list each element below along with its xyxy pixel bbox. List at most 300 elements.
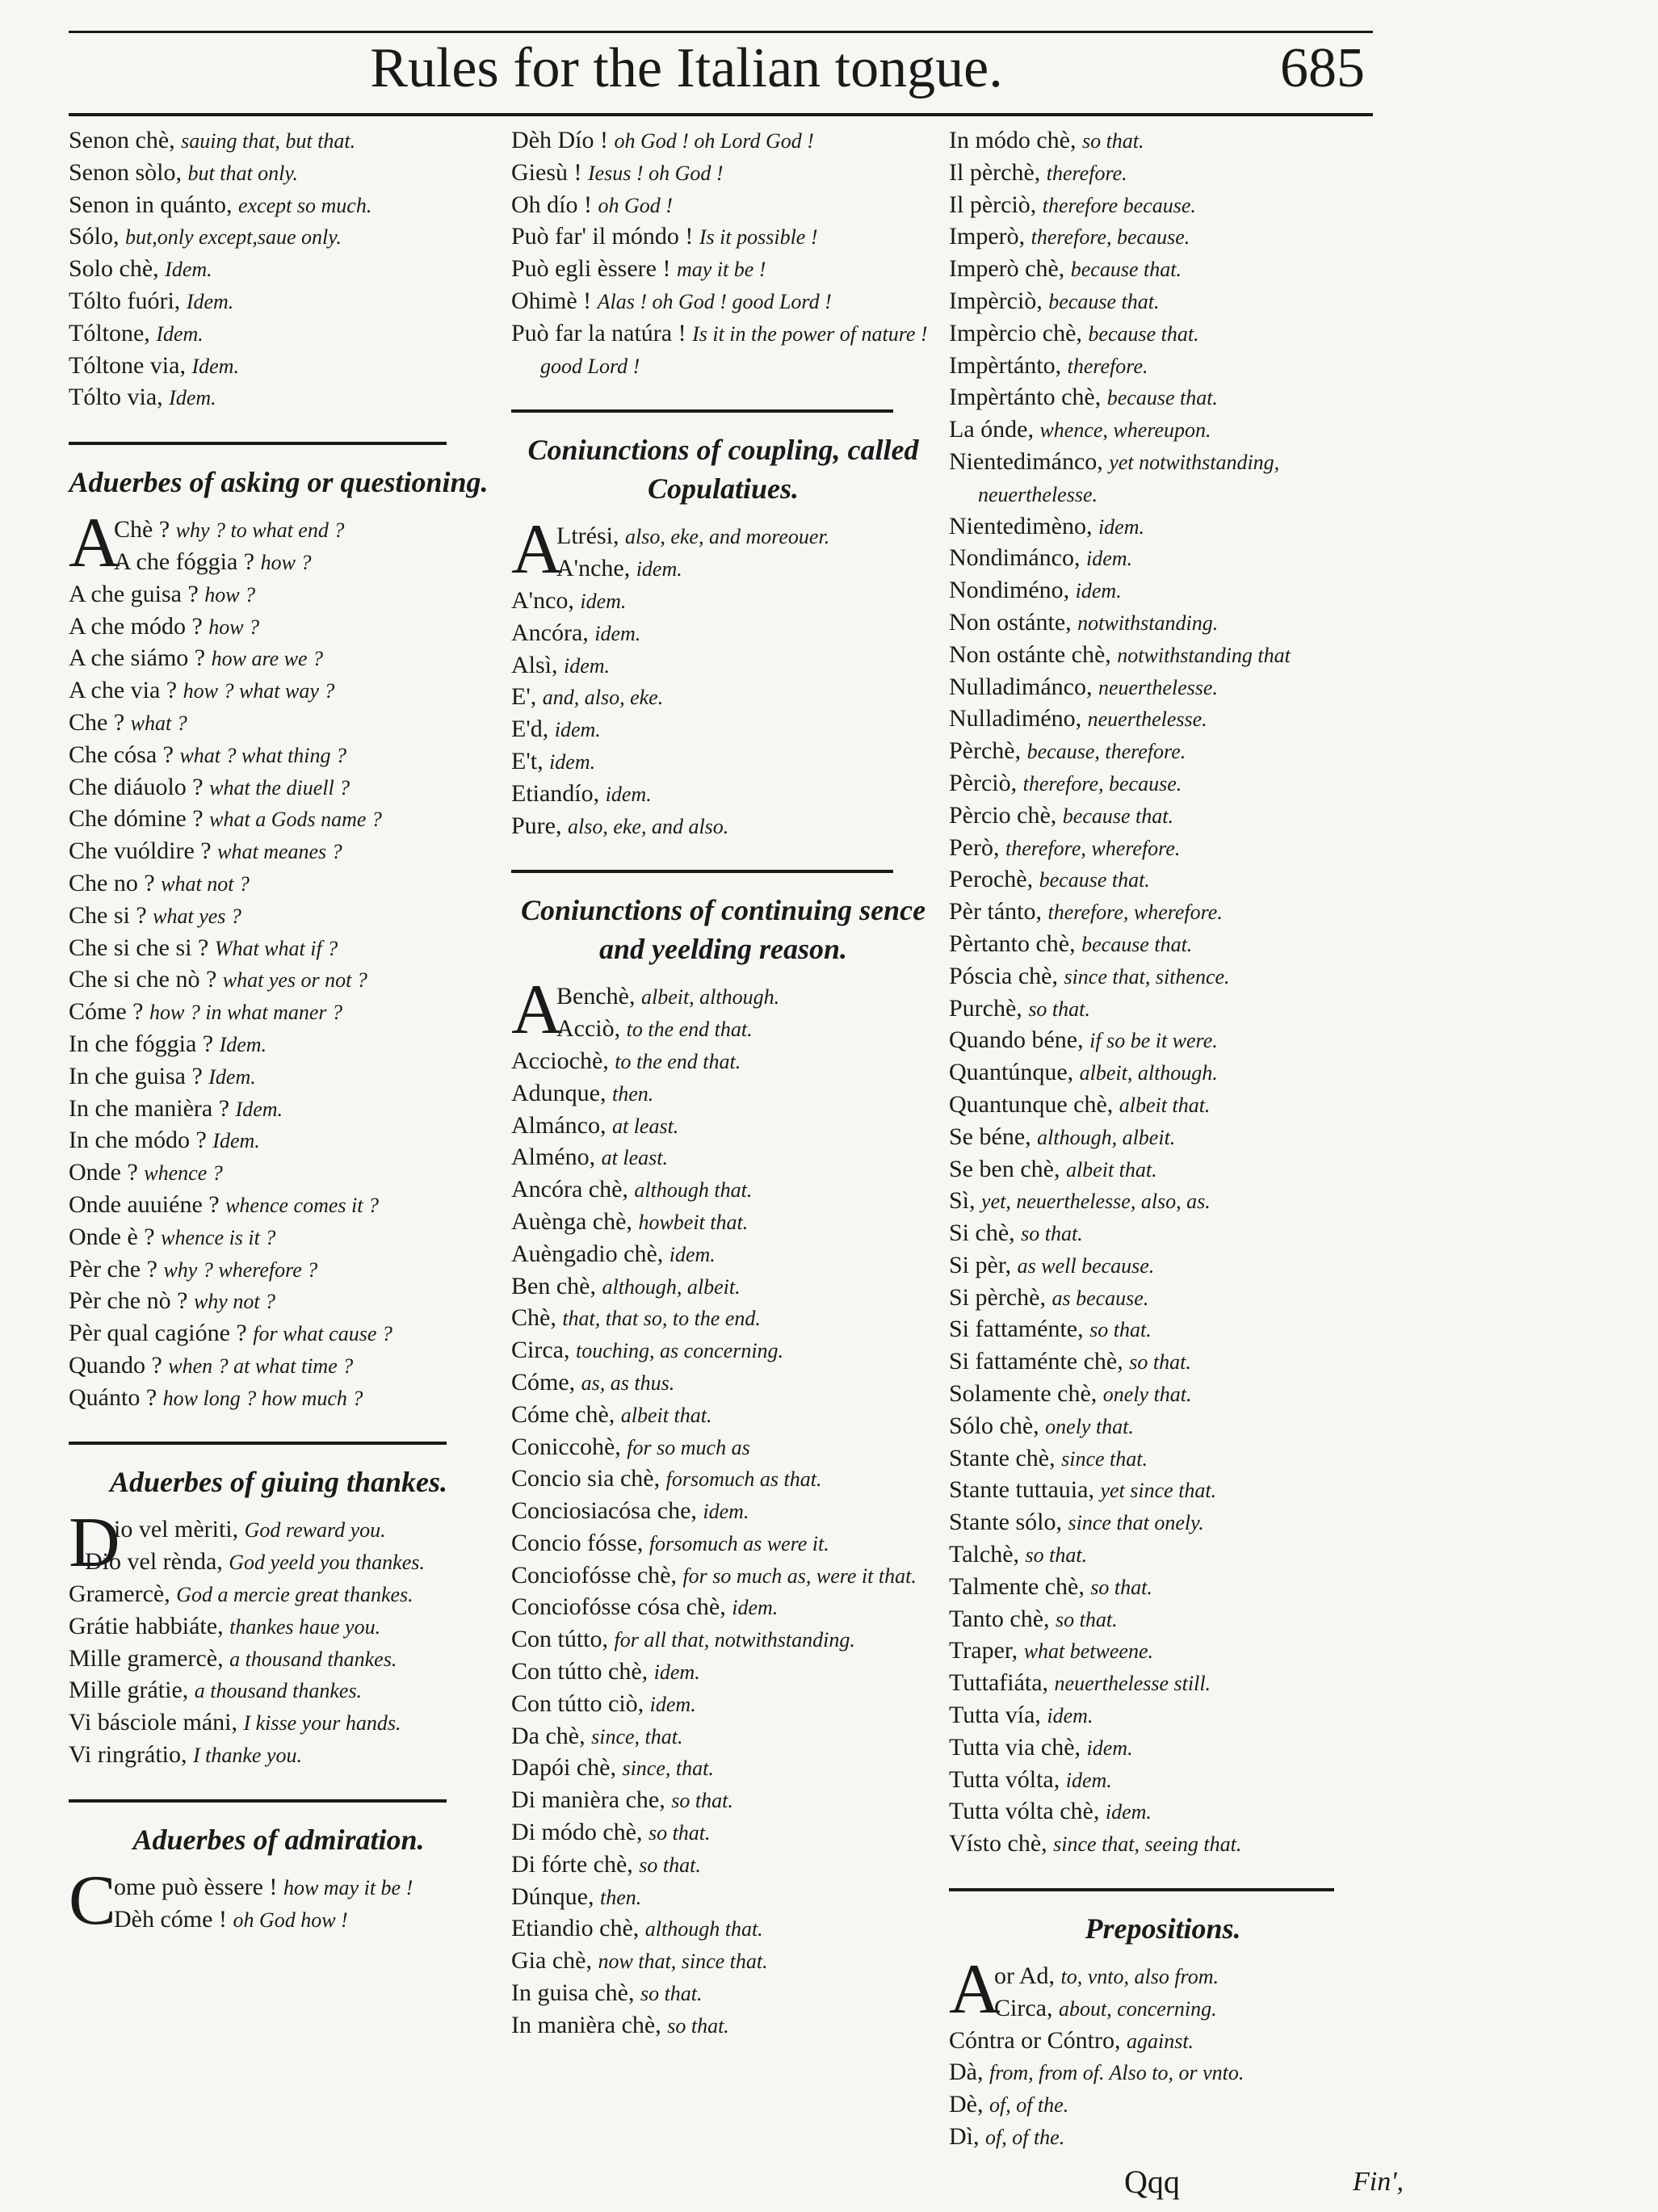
- entry-headword: Non ostánte,: [949, 608, 1072, 636]
- entry-headword: Con tútto chè,: [511, 1658, 649, 1685]
- entry-headword: In manièra chè,: [511, 2011, 661, 2038]
- dictionary-entry: [949, 864, 1377, 896]
- dictionary-entry: [949, 833, 1377, 865]
- entry-headword: Grátie habbiáte,: [69, 1612, 224, 1639]
- dictionary-entry: [69, 1157, 489, 1190]
- entry-headword: ome può èssere !: [114, 1873, 278, 1900]
- entry-translation: yet since that.: [1100, 1479, 1217, 1503]
- entry-translation: neuerthelesse.: [1087, 707, 1207, 732]
- entry-translation: but that only.: [187, 161, 299, 185]
- dictionary-entry: [69, 190, 489, 222]
- entry-translation: since that.: [1061, 1446, 1148, 1471]
- dictionary-entry: [949, 1025, 1377, 1057]
- entry-headword: In che manièra ?: [69, 1094, 230, 1122]
- dictionary-entry: [69, 1547, 489, 1579]
- dictionary-entry: [949, 543, 1377, 575]
- entry-headword: Tutta vía,: [949, 1702, 1041, 1729]
- dictionary-entry: [69, 254, 489, 286]
- dictionary-entry: [949, 672, 1377, 704]
- entry-translation: since, that.: [622, 1757, 714, 1781]
- dictionary-entry: [511, 779, 935, 811]
- entry-translation: how are we ?: [211, 647, 324, 671]
- entry-headword: In che fóggia ?: [69, 1030, 214, 1057]
- dictionary-entry: [511, 618, 935, 650]
- dictionary-entry: [949, 382, 1377, 414]
- entry-headword: Che diáuolo ?: [69, 773, 204, 800]
- entry-translation: because that.: [1062, 804, 1173, 828]
- entry-translation: so that.: [640, 1982, 703, 2006]
- entry-translation: Idem.: [165, 258, 212, 282]
- dictionary-entry: [949, 993, 1377, 1026]
- dictionary-entry: [949, 254, 1377, 286]
- entry-headword: Nientedimánco,: [949, 447, 1103, 475]
- dictionary-entry: [511, 2010, 935, 2042]
- catchword: Fin',: [1353, 2167, 1404, 2197]
- entry-headword: Cóme,: [511, 1368, 576, 1396]
- dictionary-entry: [69, 964, 489, 997]
- dictionary-entry: [69, 1643, 489, 1676]
- entry-translation: at least.: [601, 1146, 668, 1170]
- entry-headword: A che siámo ?: [69, 644, 206, 672]
- section-divider: [69, 442, 447, 445]
- dictionary-entry: [511, 1110, 935, 1143]
- entry-translation: Idem.: [156, 321, 204, 346]
- entry-translation: Idem.: [186, 289, 234, 313]
- dictionary-entry: [949, 1154, 1377, 1186]
- dictionary-entry: [949, 640, 1377, 672]
- entry-headword: Di manièra che,: [511, 1786, 665, 1814]
- entry-headword: Pure,: [511, 812, 562, 839]
- entry-translation: then.: [599, 1885, 642, 1909]
- dictionary-entry: [511, 1528, 935, 1560]
- entry-translation: although that.: [644, 1917, 763, 1941]
- section-heading: Aduerbes of giuing thankes.: [109, 1466, 448, 1499]
- entry-translation: therefore.: [1067, 354, 1148, 378]
- entry-translation: from, from of. Also to, or vnto.: [989, 2061, 1245, 2085]
- entry-headword: Vi ringrátio,: [69, 1741, 187, 1769]
- entry-headword: Pèrcio chè,: [949, 801, 1057, 829]
- entry-headword: Onde ?: [69, 1159, 138, 1186]
- dictionary-entry: [69, 1061, 489, 1093]
- entry-translation: howbeit that.: [638, 1210, 749, 1234]
- dictionary-entry: [949, 414, 1377, 447]
- entry-translation: touching, as concerning.: [575, 1339, 784, 1363]
- dictionary-entry: [949, 1732, 1377, 1765]
- entry-translation: albeit that.: [620, 1403, 712, 1427]
- entry-translation: albeit that.: [1065, 1157, 1157, 1182]
- dictionary-entry: [949, 350, 1377, 383]
- entry-headword: Impèrtánto,: [949, 351, 1062, 379]
- entry-headword: In módo chè,: [949, 127, 1077, 153]
- entry-translation: idem.: [653, 1660, 700, 1685]
- entry-headword: Acciò,: [556, 1015, 621, 1043]
- entry-translation: because, therefore.: [1026, 740, 1186, 764]
- entry-headword: Mille gramercè,: [69, 1644, 224, 1672]
- entry-translation: so that.: [1025, 1543, 1088, 1568]
- entry-headword: Etiandío,: [511, 779, 600, 807]
- entry-translation: God a mercie great thankes.: [176, 1583, 413, 1607]
- dictionary-entry: [69, 1383, 489, 1415]
- entry-headword: E',: [511, 683, 537, 711]
- dictionary-entry: [69, 1904, 489, 1937]
- page-number: 685: [1280, 37, 1365, 99]
- entry-translation: to the end that.: [615, 1049, 741, 1073]
- dictionary-entry: [511, 1496, 935, 1528]
- entry-translation: idem.: [1105, 1800, 1152, 1824]
- dictionary-entry: [511, 1560, 935, 1593]
- entry-headword: Alméno,: [511, 1144, 596, 1171]
- entry-headword: Ben chè,: [511, 1272, 596, 1299]
- dictionary-entry: [511, 1849, 935, 1882]
- entry-translation: Is it in the power of nature ! good Lord !: [540, 321, 928, 378]
- entry-translation: because that.: [1081, 932, 1193, 956]
- entry-headword: Tutta vólta,: [949, 1765, 1060, 1793]
- entry-headword: Se béne,: [949, 1123, 1031, 1150]
- entry-headword: Giesù !: [511, 158, 582, 186]
- entry-headword: Con tútto ciò,: [511, 1689, 644, 1717]
- dictionary-entry: [511, 1207, 935, 1239]
- dictionary-entry: [511, 1046, 935, 1078]
- entry-translation: notwithstanding.: [1077, 611, 1219, 635]
- entry-translation: for so much as: [627, 1435, 750, 1459]
- entry-headword: Da chè,: [511, 1722, 586, 1749]
- entry-headword: E't,: [511, 747, 544, 774]
- entry-headword: Adunque,: [511, 1079, 607, 1106]
- entry-translation: so that.: [639, 1853, 701, 1877]
- entry-translation: if so be it were.: [1089, 1029, 1218, 1053]
- entry-translation: for so much as, were it that.: [682, 1564, 917, 1588]
- entry-translation: idem.: [1075, 579, 1122, 603]
- entry-headword: Auènga chè,: [511, 1207, 632, 1235]
- entry-headword: Quantunque chè,: [949, 1090, 1114, 1118]
- entry-headword: Tóltone,: [69, 319, 150, 346]
- entry-headword: Nulladiméno,: [949, 705, 1082, 732]
- dictionary-entry: [511, 650, 935, 682]
- dictionary-entry: [69, 1740, 489, 1772]
- entry-translation: onely that.: [1045, 1414, 1134, 1438]
- entry-translation: notwithstanding that: [1117, 643, 1291, 667]
- entry-headword: Vi básciole máni,: [69, 1709, 237, 1736]
- entry-translation: why ? wherefore ?: [163, 1257, 318, 1282]
- entry-headword: Il pèrciò,: [949, 191, 1037, 218]
- dictionary-entry: [511, 1945, 935, 1978]
- entry-headword: Di módo chè,: [511, 1819, 643, 1846]
- entry-headword: Pèr tánto,: [949, 898, 1042, 926]
- entry-translation: so that.: [1028, 997, 1090, 1021]
- entry-translation: therefore, wherefore.: [1005, 836, 1181, 860]
- dictionary-entry: [949, 1218, 1377, 1250]
- entry-translation: I kisse your hands.: [243, 1711, 401, 1736]
- running-title: Rules for the Italian tongue.: [370, 37, 1003, 99]
- dictionary-entry: [69, 740, 489, 772]
- entry-headword: Póscia chè,: [949, 962, 1058, 989]
- entry-translation: thankes haue you.: [229, 1614, 381, 1639]
- entry-translation: although that.: [634, 1178, 753, 1203]
- entry-translation: what meanes ?: [217, 840, 342, 864]
- entry-translation: Iesus ! oh God !: [587, 161, 724, 185]
- dictionary-entry: [949, 1411, 1377, 1443]
- entry-headword: E'd,: [511, 716, 549, 743]
- dictionary-entry: [949, 2089, 1377, 2122]
- entry-headword: Impèrtánto chè,: [949, 384, 1102, 411]
- drop-capital: C: [69, 1861, 116, 1940]
- dictionary-entry: [949, 575, 1377, 607]
- dictionary-entry: [69, 900, 489, 933]
- dictionary-entry: [69, 611, 489, 644]
- entry-headword: Se ben chè,: [949, 1155, 1060, 1182]
- section-divider: [69, 1799, 447, 1803]
- entry-headword: A che módo ?: [69, 612, 203, 640]
- entry-headword: Gia chè,: [511, 1947, 592, 1975]
- dictionary-entry: [949, 125, 1377, 157]
- dictionary-entry: [69, 350, 489, 383]
- entry-headword: Quando ?: [69, 1351, 162, 1379]
- entry-translation: God yeeld you thankes.: [229, 1551, 425, 1575]
- entry-headword: Mille grátie,: [69, 1677, 189, 1704]
- dictionary-entry: [949, 318, 1377, 350]
- entry-translation: therefore, wherefore.: [1047, 900, 1223, 925]
- entry-translation: idem.: [605, 782, 652, 806]
- dictionary-entry: [511, 1592, 935, 1624]
- dictionary-entry: [949, 736, 1377, 768]
- entry-headword: In che guisa ?: [69, 1062, 203, 1089]
- dictionary-entry: [511, 1752, 935, 1785]
- entry-headword: Pèrchè,: [949, 737, 1022, 765]
- dictionary-entry: [69, 1286, 489, 1318]
- dictionary-entry: [949, 2025, 1377, 2058]
- dictionary-entry: [511, 811, 935, 843]
- entry-translation: when ? at what time ?: [168, 1354, 354, 1378]
- dictionary-entry: [511, 286, 935, 318]
- entry-headword: Senon in quánto,: [69, 191, 233, 218]
- dictionary-entry: [949, 447, 1377, 511]
- entry-translation: to the end that.: [626, 1018, 753, 1042]
- entry-translation: why not ?: [193, 1290, 276, 1314]
- entry-headword: In che módo ?: [69, 1127, 207, 1154]
- entry-headword: Pèr che nò ?: [69, 1287, 188, 1315]
- dictionary-entry: [69, 1350, 489, 1383]
- entry-translation: about, concerning.: [1058, 1996, 1217, 2021]
- entry-headword: Dèh cóme !: [114, 1905, 227, 1933]
- dictionary-entry: [949, 1993, 1377, 2025]
- entry-headword: Si chè,: [949, 1219, 1015, 1247]
- entry-translation: because that.: [1039, 868, 1150, 892]
- dictionary-entry: [511, 1721, 935, 1753]
- dictionary-entry: [949, 221, 1377, 254]
- dictionary-entry: [949, 896, 1377, 929]
- entry-headword: Quantúnque,: [949, 1059, 1074, 1086]
- entry-headword: Si pèrchè,: [949, 1283, 1046, 1311]
- entry-translation: therefore because.: [1042, 193, 1196, 217]
- entry-headword: Dà,: [949, 2059, 984, 2086]
- entry-headword: Di fórte chè,: [511, 1850, 633, 1878]
- entry-headword: Chè ?: [114, 516, 170, 544]
- entry-translation: so that.: [1056, 1607, 1118, 1631]
- dictionary-entry: [949, 1507, 1377, 1539]
- entry-translation: may it be !: [676, 258, 766, 282]
- entry-headword: Circa,: [511, 1337, 570, 1364]
- entry-translation: and, also, eke.: [542, 686, 664, 710]
- dictionary-entry: [511, 1463, 935, 1496]
- entry-translation: at least.: [611, 1114, 679, 1138]
- entry-headword: Conciofósse chè,: [511, 1561, 677, 1589]
- entry-translation: Idem.: [235, 1097, 283, 1121]
- entry-translation: so that.: [1081, 129, 1144, 153]
- entry-headword: Ltrési,: [556, 523, 619, 550]
- dictionary-entry: [949, 1346, 1377, 1379]
- dictionary-entry: [949, 190, 1377, 222]
- dictionary-entry: [511, 1014, 935, 1046]
- dictionary-entry: [511, 221, 935, 254]
- entry-translation: so that.: [1021, 1222, 1083, 1246]
- entry-translation: whence is it ?: [161, 1225, 276, 1249]
- entry-headword: Solo chè,: [69, 255, 159, 283]
- entry-headword: Che no ?: [69, 869, 155, 896]
- dictionary-entry: [949, 1057, 1377, 1089]
- entry-headword: A'nco,: [511, 586, 574, 614]
- entry-translation: against.: [1126, 2029, 1194, 2053]
- entry-headword: Etiandio chè,: [511, 1915, 640, 1942]
- section-heading: Coniunctions of continuing sence and yeelding reason.: [520, 894, 926, 966]
- entry-translation: idem.: [564, 653, 611, 678]
- dictionary-entry: [69, 1611, 489, 1643]
- entry-translation: idem.: [1047, 1704, 1093, 1728]
- dictionary-entry: [949, 1250, 1377, 1282]
- entry-translation: so that.: [1129, 1350, 1191, 1375]
- entry-headword: Il pèrchè,: [949, 158, 1041, 186]
- entry-translation: what a Gods name ?: [209, 808, 382, 832]
- dictionary-entry: [949, 1604, 1377, 1636]
- section-heading: Prepositions.: [1085, 1912, 1241, 1945]
- entry-translation: how ? in what maner ?: [149, 1001, 343, 1025]
- dictionary-entry: [949, 1282, 1377, 1315]
- dictionary-entry: [69, 382, 489, 414]
- entry-translation: how ?: [208, 615, 260, 639]
- entry-translation: as because.: [1051, 1286, 1149, 1310]
- entry-translation: neuerthelesse still.: [1054, 1672, 1211, 1696]
- entry-translation: Idem.: [191, 354, 239, 378]
- entry-translation: since that, sithence.: [1064, 964, 1230, 988]
- dictionary-entry: [949, 1765, 1377, 1797]
- dictionary-entry: [949, 1539, 1377, 1572]
- dictionary-entry: [511, 1400, 935, 1432]
- entry-headword: Conciofósse cósa chè,: [511, 1593, 726, 1621]
- drop-capital: A: [69, 504, 120, 583]
- entry-headword: Sólo chè,: [949, 1412, 1039, 1439]
- dictionary-entry: [949, 1122, 1377, 1154]
- drop-capital: A: [511, 510, 563, 590]
- entry-translation: although, albeit.: [602, 1274, 741, 1299]
- entry-translation: what betweene.: [1023, 1639, 1153, 1664]
- entry-translation: idem.: [732, 1596, 779, 1620]
- entry-translation: oh God ! oh Lord God !: [614, 129, 814, 153]
- dictionary-entry: [949, 703, 1377, 736]
- entry-headword: Che vuóldire ?: [69, 837, 212, 865]
- entry-translation: yet notwithstanding, neuerthelesse.: [978, 450, 1280, 506]
- dictionary-entry: [949, 768, 1377, 800]
- dictionary-entry: [511, 1367, 935, 1400]
- dictionary-entry: [949, 607, 1377, 640]
- entry-translation: since, that.: [591, 1724, 683, 1748]
- entry-headword: Tutta vólta chè,: [949, 1798, 1100, 1825]
- dictionary-entry: [69, 933, 489, 965]
- dictionary-entry: [69, 1707, 489, 1740]
- entry-headword: Ohimè !: [511, 287, 592, 314]
- entry-translation: for all that, notwithstanding.: [614, 1628, 855, 1652]
- dictionary-entry: [949, 1314, 1377, 1346]
- entry-translation: why ? to what end ?: [175, 518, 345, 543]
- entry-translation: albeit, although.: [640, 985, 780, 1009]
- entry-translation: then.: [611, 1081, 654, 1106]
- section-divider: [511, 870, 893, 873]
- entry-translation: now that, since that.: [598, 1950, 768, 1974]
- dictionary-entry: [69, 286, 489, 318]
- entry-translation: idem.: [554, 718, 601, 742]
- dictionary-entry: [69, 1318, 489, 1350]
- dictionary-entry: [511, 682, 935, 714]
- entry-headword: Pèrciò,: [949, 769, 1018, 796]
- entry-translation: since that onely.: [1068, 1511, 1204, 1535]
- entry-translation: idem.: [1098, 514, 1144, 539]
- entry-headword: Pèr che ?: [69, 1255, 157, 1282]
- dictionary-entry: [949, 511, 1377, 544]
- entry-headword: La ónde,: [949, 416, 1034, 443]
- entry-headword: Con tútto,: [511, 1626, 609, 1653]
- entry-translation: What what if ?: [214, 936, 338, 960]
- drop-capital: A: [511, 971, 563, 1050]
- dictionary-entry: [949, 1572, 1377, 1604]
- dictionary-entry: [949, 1379, 1377, 1411]
- entry-headword: In guisa chè,: [511, 1979, 635, 2007]
- dictionary-entry: [69, 221, 489, 254]
- entry-translation: although, albeit.: [1037, 1125, 1176, 1149]
- entry-translation: onely that.: [1102, 1383, 1192, 1407]
- entry-headword: Dè,: [949, 2091, 984, 2118]
- dictionary-entry: [511, 1689, 935, 1721]
- entry-headword: Che dómine ?: [69, 805, 204, 833]
- entry-translation: also, eke, and also.: [568, 814, 729, 838]
- entry-headword: Pèrtanto chè,: [949, 930, 1076, 957]
- entry-headword: Può far' il móndo !: [511, 223, 694, 250]
- entry-translation: therefore, because.: [1022, 771, 1182, 795]
- entry-headword: A che fóggia ?: [114, 548, 255, 575]
- entry-translation: so that.: [1089, 1318, 1152, 1342]
- dictionary-entry: [511, 254, 935, 286]
- dictionary-entry: [511, 1271, 935, 1303]
- entry-translation: to, vnto, also from.: [1060, 1965, 1219, 1989]
- entry-headword: Concio fósse,: [511, 1529, 644, 1556]
- dictionary-entry: [511, 1785, 935, 1817]
- entry-translation: what the diuell ?: [209, 775, 350, 800]
- dictionary-entry: [511, 1335, 935, 1367]
- entry-translation: I thanke you.: [193, 1744, 303, 1768]
- dictionary-entry: [69, 157, 489, 190]
- dictionary-entry: [69, 125, 489, 157]
- dictionary-entry: [69, 1125, 489, 1157]
- entry-translation: also, eke, and moreouer.: [624, 525, 830, 549]
- entry-headword: Dì,: [949, 2123, 980, 2151]
- entry-headword: Non ostánte chè,: [949, 640, 1111, 668]
- dictionary-entry: [69, 1254, 489, 1286]
- entry-translation: because that.: [1048, 289, 1160, 313]
- entry-translation: so that.: [1090, 1575, 1152, 1599]
- entry-headword: Dèh Dío !: [511, 127, 608, 153]
- entry-headword: Solamente chè,: [949, 1380, 1098, 1408]
- entry-headword: Che si che nò ?: [69, 966, 217, 993]
- dictionary-entry: [511, 318, 935, 383]
- entry-headword: Senon sòlo,: [69, 158, 183, 186]
- entry-headword: Può far la natúra !: [511, 319, 686, 346]
